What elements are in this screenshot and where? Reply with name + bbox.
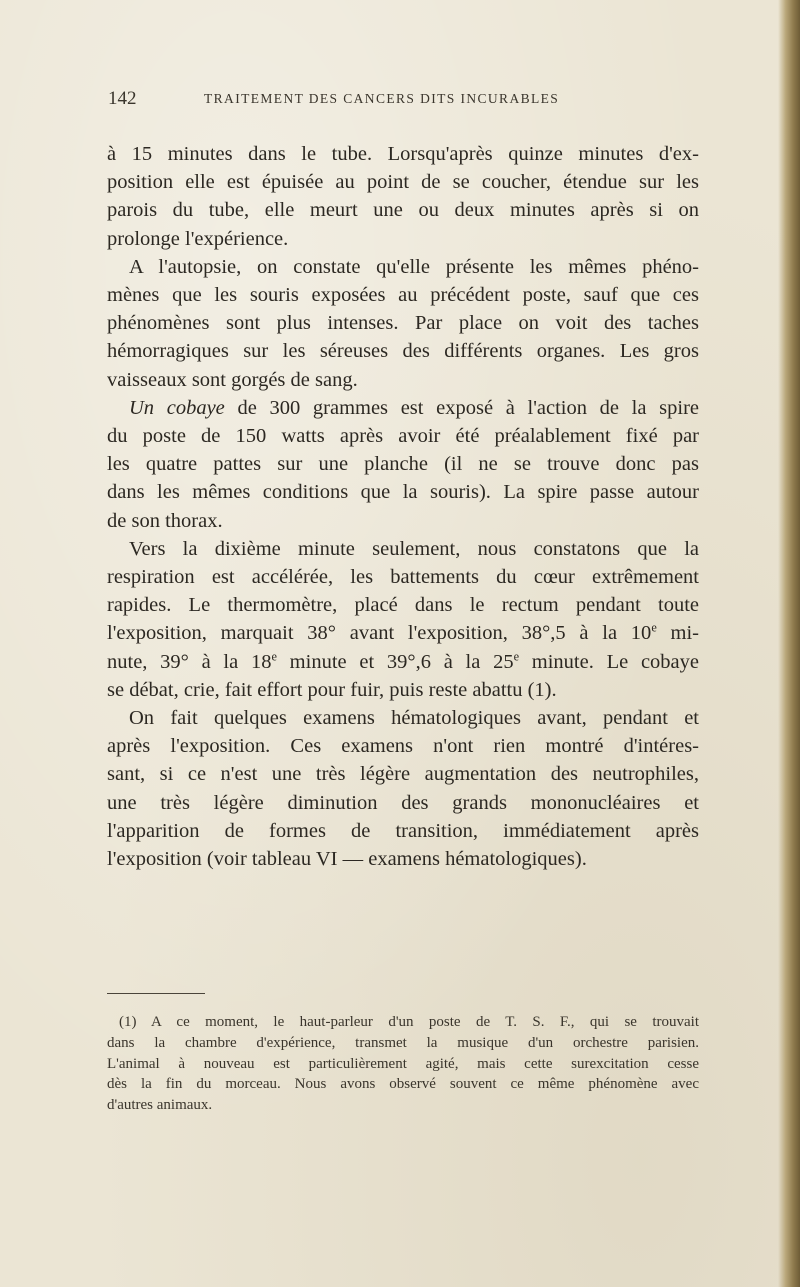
text-fragment: nute, 39° à la 18 bbox=[107, 650, 272, 673]
footnote-line: d'autres animaux. bbox=[107, 1097, 213, 1114]
text-fragment: l'exposition, marquait 38° avant l'exposition, 38°,5 à la 10 bbox=[107, 622, 652, 645]
text-line: prolonge l'expérience. bbox=[107, 227, 289, 250]
superscript: e bbox=[513, 649, 520, 664]
text-fragment: minute et 39°,6 à la 25 bbox=[276, 650, 514, 673]
text-line: du poste de 150 watts après avoir été préalablement fixé par bbox=[107, 425, 699, 448]
italic-term: Un cobaye bbox=[129, 396, 225, 419]
text-fragment: de 300 grammes est exposé à l'action de la spire bbox=[237, 396, 699, 419]
text-line: A l'autopsie, on constate qu'elle présente les mêmes phéno- bbox=[129, 255, 699, 278]
text-line: les quatre pattes sur une planche (il ne se trouve donc pas bbox=[107, 453, 699, 476]
running-head bbox=[108, 88, 700, 112]
text-line: se débat, crie, fait effort pour fuir, puis reste abattu (1). bbox=[107, 678, 557, 701]
text-line: phénomènes sont plus intenses. Par place on voit des taches bbox=[107, 312, 699, 335]
footnote-separator bbox=[107, 993, 205, 994]
text-line: l'apparition de formes de transition, immédiatement après bbox=[107, 819, 699, 842]
text-line: vaisseaux sont gorgés de sang. bbox=[107, 368, 358, 391]
body-text bbox=[107, 140, 699, 873]
text-line-with-superscript bbox=[107, 648, 699, 676]
text-line: de son thorax. bbox=[107, 509, 223, 532]
footnote-line: dès la fin du morceau. Nous avons observé souvent ce même phénomène avec bbox=[107, 1076, 699, 1093]
text-line-italic-start bbox=[107, 394, 699, 422]
text-fragment: minute. Le cobaye bbox=[519, 650, 699, 673]
text-line: à 15 minutes dans le tube. Lorsqu'après quinze minutes d'ex- bbox=[107, 143, 699, 165]
page-number: 142 bbox=[108, 88, 137, 109]
text-line: parois du tube, elle meurt une ou deux minutes après si on bbox=[107, 199, 699, 222]
footnote-line: dans la chambre d'expérience, transmet la musique d'un orchestre parisien. bbox=[107, 1034, 699, 1051]
text-fragment: mi- bbox=[656, 622, 700, 645]
text-line: rapides. Le thermomètre, placé dans le rectum pendant toute bbox=[107, 594, 699, 617]
superscript: e bbox=[651, 621, 657, 636]
text-line: respiration est accélérée, les battements du cœur extrêmement bbox=[107, 566, 699, 589]
superscript: e bbox=[271, 649, 277, 664]
text-line: sant, si ce n'est une très légère augmentation des neutrophiles, bbox=[107, 763, 699, 786]
text-line: hémorragiques sur les séreuses des différents organes. Les gros bbox=[107, 340, 699, 363]
text-line: après l'exposition. Ces examens n'ont rien montré d'intéres- bbox=[107, 735, 699, 758]
text-line-with-superscript bbox=[107, 619, 699, 647]
footnote bbox=[107, 1012, 699, 1116]
text-line: dans les mêmes conditions que la souris). La spire passe autour bbox=[107, 481, 699, 504]
text-line: position elle est épuisée au point de se coucher, étendue sur les bbox=[107, 171, 699, 194]
footnote-line: (1) A ce moment, le haut-parleur d'un poste de T. S. F., qui se trouvait bbox=[119, 1014, 699, 1030]
text-line: l'exposition (voir tableau VI — examens hématologiques). bbox=[107, 848, 587, 871]
running-head-title: TRAITEMENT DES CANCERS DITS INCURABLES bbox=[204, 91, 560, 106]
book-spine-shadow bbox=[778, 0, 800, 1287]
text-line: On fait quelques examens hématologiques avant, pendant et bbox=[129, 707, 699, 730]
footnote-line: L'animal à nouveau est particulièrement agité, mais cette surexcitation cesse bbox=[107, 1055, 699, 1072]
text-line: une très légère diminution des grands mononucléaires et bbox=[107, 791, 699, 814]
text-line: mènes que les souris exposées au précédent poste, sauf que ces bbox=[107, 284, 699, 307]
text-line: Vers la dixième minute seulement, nous constatons que la bbox=[129, 537, 699, 560]
